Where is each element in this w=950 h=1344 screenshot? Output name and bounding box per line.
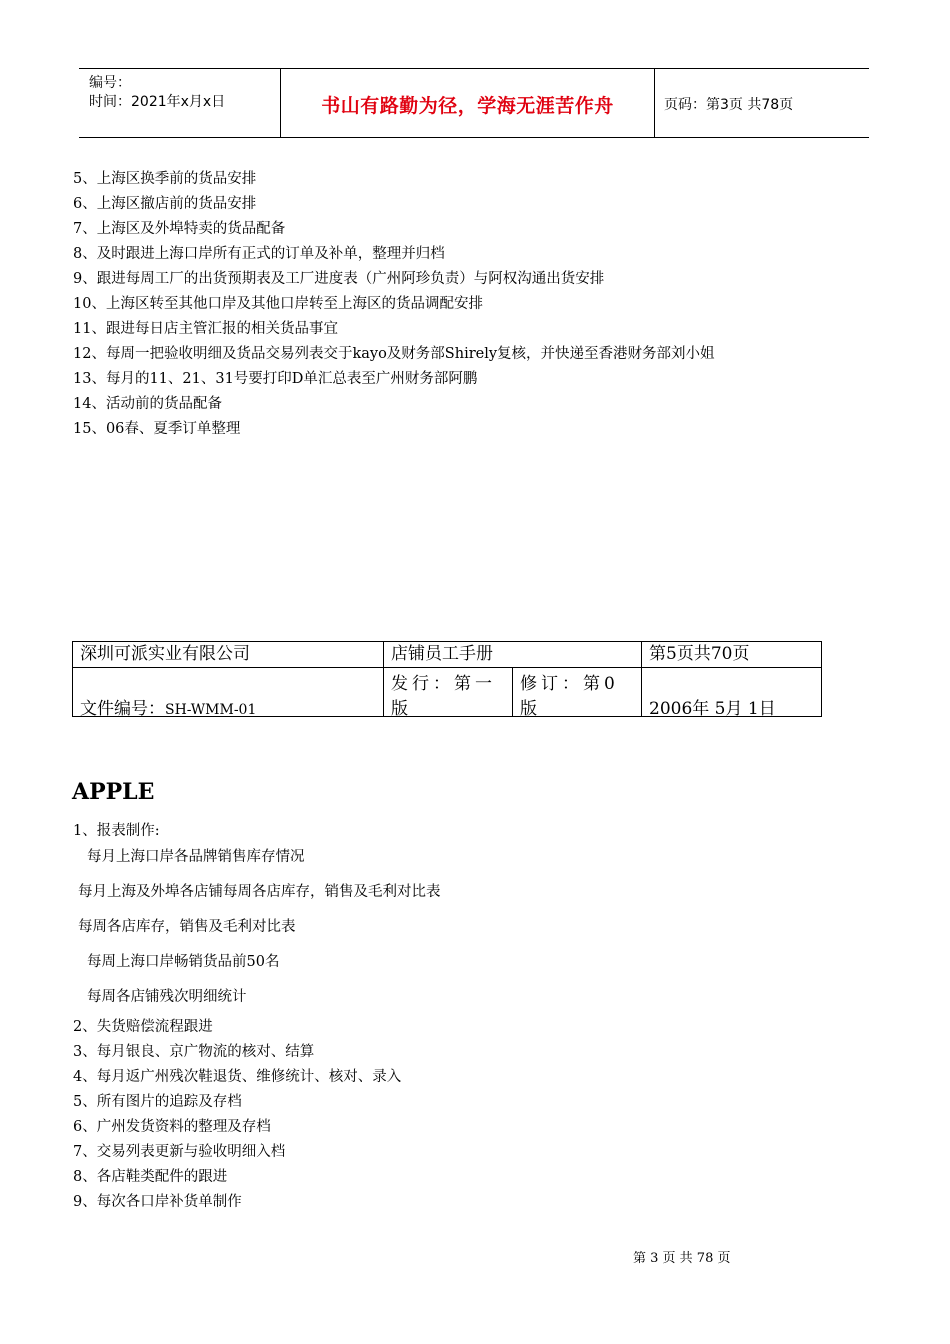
- list-item: 14、活动前的货品配备: [73, 396, 222, 412]
- task-list: [73, 167, 715, 442]
- report-item: 每周各店铺残次明细统计: [87, 989, 247, 1005]
- list-item: 11、跟进每日店主管汇报的相关货品事宜: [73, 321, 338, 337]
- header-table: [79, 68, 869, 138]
- motto: 书山有路勤为径，学海无涯苦作舟: [321, 95, 614, 117]
- list-item: 5、上海区换季前的货品安排: [73, 171, 257, 187]
- number-label: 编号：: [89, 75, 131, 91]
- time-label: 时间：2021年x月x日: [89, 94, 226, 110]
- manual-title: 店铺员工手册: [383, 642, 641, 668]
- list-item: 3、每月银良、京广物流的核对、结算: [73, 1044, 315, 1060]
- manual-page: 第5页共70页: [641, 642, 822, 668]
- revision-cell: [512, 668, 641, 717]
- apple-task-list: [73, 1015, 401, 1215]
- report-item: 每周上海口岸畅销货品前50名: [87, 954, 280, 970]
- issue-bottom: 版: [391, 699, 408, 719]
- header-motto-cell: [280, 69, 655, 137]
- list-item: 5、所有图片的追踪及存档: [73, 1094, 242, 1110]
- list-item: 15、06春、夏季订单整理: [73, 421, 241, 437]
- list-item: 10、上海区转至其他口岸及其他口岸转至上海区的货品调配安排: [73, 296, 483, 312]
- report-item: 每月上海口岸各品牌销售库存情况: [87, 849, 305, 865]
- page-info: 页码：第3页 共78页: [664, 97, 794, 113]
- header-meta-cell: [79, 69, 280, 137]
- list-item: 7、交易列表更新与验收明细入档: [73, 1144, 286, 1160]
- list-item: 9、每次各口岸补货单制作: [73, 1194, 242, 1210]
- list-item: 4、每月返广州残次鞋退货、维修统计、核对、录入: [73, 1069, 402, 1085]
- list-item: 8、及时跟进上海口岸所有正式的订单及补单，整理并归档: [73, 246, 445, 262]
- list-item: 12、每周一把验收明细及货品交易列表交于kayo及财务部Shirely复核，并快递至香港财务部刘小姐: [73, 346, 715, 362]
- list-item: 6、上海区撤店前的货品安排: [73, 196, 257, 212]
- company-table: [72, 641, 822, 717]
- list-item: 7、上海区及外埠特卖的货品配备: [73, 221, 286, 237]
- list-item: 13、每月的11、21、31号要打印D单汇总表至广州财务部阿鹏: [73, 371, 478, 387]
- issue-top: 发行：第一: [391, 674, 496, 694]
- doc-number: SH-WMM-01: [165, 702, 257, 718]
- report-item: 每月上海及外埠各店铺每周各店库存，销售及毛利对比表: [78, 884, 441, 900]
- company-name: 深圳可派实业有限公司: [73, 642, 383, 668]
- list-item: 2、失货赔偿流程跟进: [73, 1019, 213, 1035]
- report-heading: 1、报表制作:: [73, 823, 160, 839]
- doc-number-label: 文件编号：: [80, 699, 165, 719]
- date-cell: [641, 668, 822, 717]
- report-item: 每周各店库存，销售及毛利对比表: [78, 919, 296, 935]
- revision-top: 修订：第0: [520, 674, 619, 694]
- doc-number-cell: [73, 668, 383, 717]
- page-footer: 第 3 页 共 78 页: [633, 1251, 731, 1266]
- header-page-cell: [654, 69, 869, 137]
- revision-bottom: 版: [520, 699, 537, 719]
- issue-cell: [383, 668, 512, 717]
- list-item: 8、各店鞋类配件的跟进: [73, 1169, 228, 1185]
- list-item: 9、跟进每周工厂的出货预期表及工厂进度表（广州阿珍负责）与阿权沟通出货安排: [73, 271, 605, 287]
- list-item: 6、广州发货资料的整理及存档: [73, 1119, 271, 1135]
- issue-date: 2006年 5月 1日: [649, 699, 776, 719]
- section-title: APPLE: [72, 779, 155, 805]
